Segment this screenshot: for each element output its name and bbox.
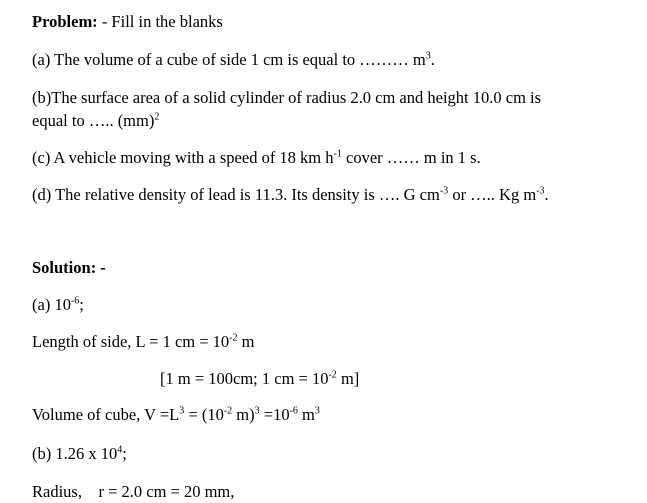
problem-d-sup2: -3: [536, 185, 545, 197]
solution-conversion-end: m]: [336, 369, 360, 388]
solution-a-pre: (a) 10: [32, 295, 71, 314]
solution-length-pre: Length of side, L = 1 cm = 10: [32, 332, 230, 351]
solution-a-end: ;: [79, 295, 84, 314]
problem-b2-sup: 2: [154, 111, 160, 123]
solution-volume-p3: m): [232, 405, 255, 424]
problem-c: [32, 147, 481, 169]
problem-d-pre: (d) The relative density of lead is 11.3. Its density is …. G cm: [32, 185, 440, 204]
problem-b-line2: [32, 110, 159, 132]
solution-volume-p1: Volume of cube, V =L: [32, 405, 180, 424]
problem-d-sup1: -3: [439, 185, 449, 197]
solution-volume-s4: -6: [289, 405, 298, 417]
problem-b-line1: [32, 87, 541, 109]
solution-volume-p4: =10: [259, 405, 290, 424]
problem-a-end: .: [430, 50, 435, 69]
problem-d-mid: or ….. Kg m: [448, 185, 537, 204]
solution-b-end: ;: [122, 444, 127, 463]
problem-a-sup: 3: [425, 50, 431, 62]
problem-d: [32, 184, 549, 206]
solution-length-line: [32, 331, 254, 353]
solution-volume-p5: m: [297, 405, 315, 424]
problem-b1-text: (b)The surface area of a solid cylinder of radius 2.0 cm and height 10.0 cm is: [32, 88, 542, 107]
solution-b-answer: [32, 443, 127, 465]
solution-b-pre: (b) 1.26 x 10: [32, 444, 118, 463]
solution-volume-s1: 3: [179, 405, 185, 417]
solution-volume-s2: -2: [223, 405, 233, 417]
problem-c-post: cover …… m in 1 s.: [341, 148, 481, 167]
solution-volume-p2: = (10: [184, 405, 224, 424]
solution-heading: Solution: -: [32, 258, 106, 277]
solution-length-end: m: [237, 332, 255, 351]
solution-a-sup: -6: [70, 295, 80, 307]
solution-radius-line: Radius, r = 2.0 cm = 20 mm,: [32, 482, 235, 501]
solution-volume-line: [32, 404, 320, 426]
problem-d-end: .: [544, 185, 549, 204]
problem-a-text: (a) The volume of a cube of side 1 cm is equal to ……… m: [32, 50, 426, 69]
problem-a: [32, 49, 435, 71]
solution-volume-s3: 3: [254, 405, 260, 417]
problem-instruction: - Fill in the blanks: [97, 12, 223, 31]
problem-heading: Problem:: [32, 12, 98, 31]
problem-c-sup: -1: [333, 148, 342, 160]
solution-a-answer: [32, 294, 84, 316]
problem-c-pre: (c) A vehicle moving with a speed of 18 km h: [32, 148, 334, 167]
solution-volume-s5: 3: [314, 405, 320, 417]
solution-conversion-line: [160, 368, 359, 390]
solution-b-sup: 4: [117, 444, 123, 456]
solution-conversion-pre: [1 m = 100cm; 1 cm = 10: [160, 369, 329, 388]
problem-b2-text: equal to ….. (mm): [32, 111, 155, 130]
problem-heading-line: [32, 11, 223, 33]
solution-conversion-sup: -2: [328, 369, 337, 381]
solution-length-sup: -2: [229, 332, 238, 344]
